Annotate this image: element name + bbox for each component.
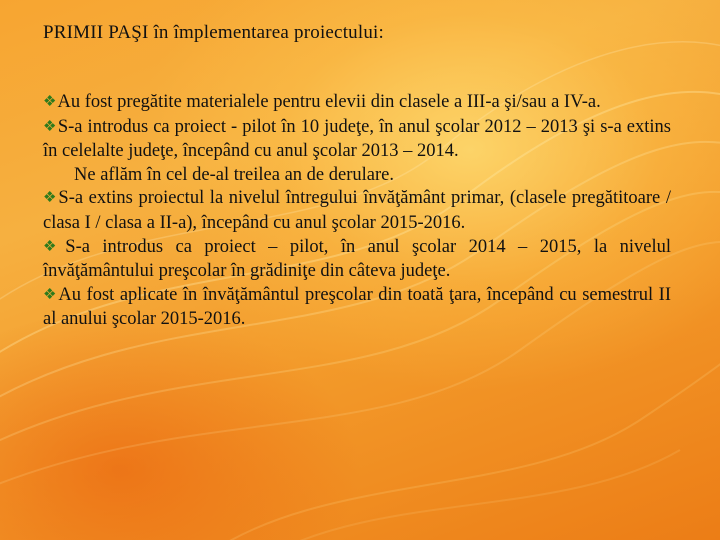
slide-title: PRIMII PAŞI în împlementarea proiectului: [43,22,385,43]
bullet-item [43,236,671,284]
bullet-item [43,91,671,116]
diamond-bullet-icon: ❖ [43,238,65,255]
slide-content [43,91,671,332]
diamond-bullet-icon: ❖ [43,190,58,207]
diamond-bullet-icon: ❖ [43,286,58,303]
bullet-text: S-a extins proiectul la nivelul întregului învăţământ primar, (clasele pregătitoare / clasa I / clasa a II-a), începând cu anul şcolar 2015-2016. [43,188,671,233]
plain-line [43,164,671,188]
bullet-text: S-a introdus ca proiect - pilot în 10 judeţe, în anul şcolar 2012 – 2013 şi s-a extins în celelalte judeţe, începând cu anul şcolar 2013 – 2014. [43,116,671,162]
bullet-item [43,116,671,164]
bullet-text: Au fost aplicate în învăţământul preşcolar din toată ţara, începând cu semestrul II al anului şcolar 2015-2016. [43,284,671,330]
bullet-item [43,284,671,332]
bullet-text: Au fost pregătite materialele pentru elevii din clasele a III-a şi/sau a IV-a. [57,92,601,112]
bullet-text: S-a introdus ca proiect – pilot, în anul şcolar 2014 – 2015, la nivelul învăţământului preşcolar în grădiniţe din câteva judeţe. [43,236,671,282]
diamond-bullet-icon: ❖ [43,94,57,110]
bullet-item [43,187,671,235]
plain-text: Ne aflăm în cel de-al treilea an de derulare. [74,164,394,185]
diamond-bullet-icon: ❖ [43,118,57,135]
